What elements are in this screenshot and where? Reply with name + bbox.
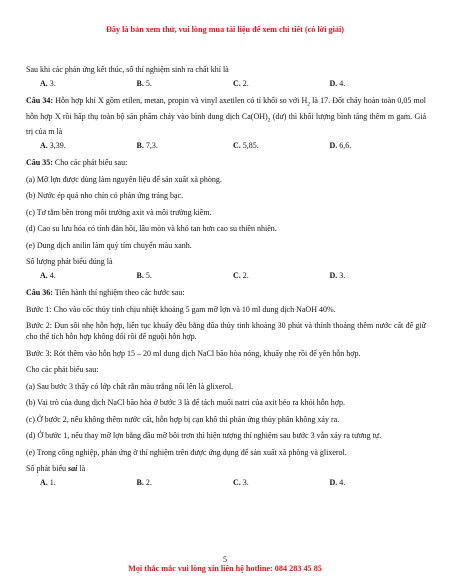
intro-question-text: Sau khi các phản ứng kết thúc, số thí nghiệm sinh ra chất khí là xyxy=(26,65,229,74)
step-2: Bước 2: Đun sôi nhẹ hỗn hợp, liên tục khuấy đều bằng đũa thủy tinh khoảng 30 phút và thỉnh thoảng thêm nước cất để giữ cho thể tích hỗn hợp không đổi rồi để nguội hỗn hợp. xyxy=(26,321,426,342)
page-number: 5 xyxy=(223,555,227,564)
option-a: A. 4. xyxy=(40,271,56,281)
option-b: B. 2. xyxy=(136,478,152,488)
question-36-prompt: Số phát biểu sai là xyxy=(26,464,86,474)
document-body xyxy=(26,64,426,494)
statement-d: (d) Ở bước 1, nếu thay mỡ lợn bằng dầu mỡ bôi trơn thì hiện tượng thí nghiệm sau bước 3 vẫn xảy ra tương tự. xyxy=(26,431,382,441)
intro-options xyxy=(26,78,426,89)
statement-e: (e) Dung dịch anilin làm quỳ tím chuyển màu xanh. xyxy=(26,240,192,250)
preview-banner: Đây là bản xem thử, vui lòng mua tài liệu để xem chi tiết (có lời giải) xyxy=(105,25,344,34)
option-c: C. 5,85. xyxy=(233,141,259,151)
hotline-banner: Mọi thắc mắc vui lòng xin liên hệ hotline: 084 283 45 85 xyxy=(128,564,322,573)
option-b: B. 5. xyxy=(136,271,152,281)
option-c: C. 2. xyxy=(233,271,249,281)
statement-a: (a) Sau bước 3 thấy có lớp chất rắn màu trắng nổi lên là glixerol. xyxy=(26,381,234,391)
question-36-options xyxy=(26,477,426,488)
statement-a: (a) Mỡ lợn được dùng làm nguyên liệu để sản xuất xà phòng. xyxy=(26,174,222,184)
question-34-label: Câu 34: xyxy=(26,96,54,105)
option-a: A. 1. xyxy=(40,478,56,488)
question-35-prompt: Số lượng phát biểu đúng là xyxy=(26,257,113,267)
question-35-label: Câu 35: xyxy=(26,158,53,168)
option-b: B. 7,3. xyxy=(136,141,158,151)
question-34-options xyxy=(26,140,426,151)
statement-c: (c) Tơ tằm bền trong môi trường axit và môi trường kiềm. xyxy=(26,207,212,217)
option-b: B. 5. xyxy=(136,79,152,88)
statement-e: (e) Trong công nghiệp, phản ứng ở thí nghiệm trên được ứng dụng để sản xuất xà phòng và glixerol. xyxy=(26,447,347,457)
question-34: Câu 34: Hỗn hợp khí X gồm etilen, metan, propin và vinyl axetilen có tỉ khối so với $H_2$ là 17. Đốt cháy hoàn toàn 0,05 mol hỗn hợp X rồi hấp thụ toàn bộ sản phẩm cháy vào bình dung dịch $Ca(OH)_2$ (dư) thì khối lượng bình tăng thêm m gam. Giá trị của m là xyxy=(26,96,426,137)
step-3: Bước 3: Rót thêm vào hỗn hợp 15 – 20 ml dung dịch NaCl bão hòa nóng, khuấy nhẹ rồi để yên hỗn hợp. xyxy=(26,348,361,358)
option-d: D. 6,6. xyxy=(329,141,352,151)
option-d: D. 4. xyxy=(329,478,346,488)
statements-intro: Cho các phát biểu sau: xyxy=(26,365,99,375)
option-c: C. 3. xyxy=(233,478,249,488)
statement-c: (c) Ở bước 2, nếu không thêm nước cất, hỗn hợp bị cạn khô thì phản ứng thủy phân không xảy ra. xyxy=(26,414,340,424)
option-a: A. 3,39. xyxy=(40,141,66,151)
option-d: D. 3. xyxy=(329,271,346,281)
question-35: Câu 35: Cho các phát biểu sau: xyxy=(26,158,128,168)
question-36: Câu 36: Tiến hành thí nghiệm theo các bước sau: xyxy=(26,288,185,298)
statement-b: (b) Vai trò của dung dịch NaCl bão hòa ở bước 3 là để tách muối natri của axit béo ra khỏi hỗn hợp. xyxy=(26,398,346,408)
option-a: A. 3. xyxy=(40,79,56,88)
statement-b: (b) Nước ép quả nho chín có phản ứng tráng bạc. xyxy=(26,191,184,201)
statement-d: (d) Cao su lưu hóa có tính đàn hồi, lâu mòn và khó tan hơn cao su thiên nhiên. xyxy=(26,224,277,234)
question-36-label: Câu 36: xyxy=(26,288,53,298)
option-c: C. 2. xyxy=(233,79,249,88)
step-1: Bước 1: Cho vào cốc thủy tinh chịu nhiệt khoảng 5 gam mỡ lợn và 10 ml dung dịch NaOH 40%. xyxy=(26,304,336,314)
option-d: D. 4. xyxy=(329,79,346,88)
question-35-options xyxy=(26,270,426,281)
